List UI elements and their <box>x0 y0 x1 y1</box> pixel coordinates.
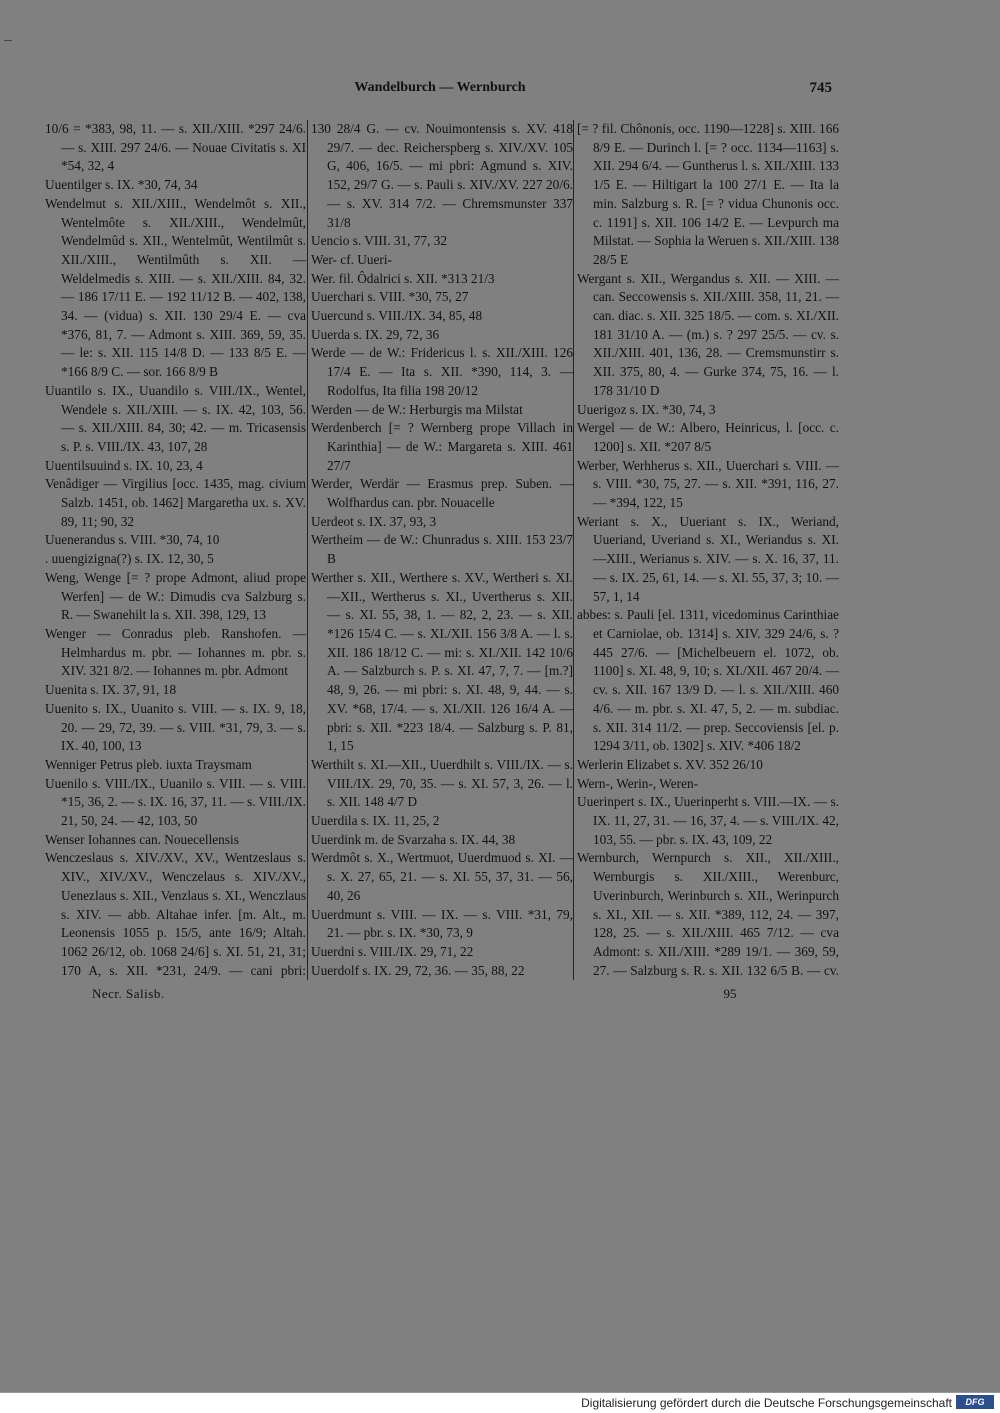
index-entry: Uuerdila s. IX. 11, 25, 2 <box>311 813 440 829</box>
index-entry: Wer. fil. Ôdalrici s. XII. *313 21/3 <box>311 270 495 286</box>
column-divider <box>573 120 574 980</box>
index-entry: Werde — de W.: Fridericus l. s. XII./XIII. 126 17/4 E. — Ita s. XII. *390, 114, 3. — Rodolfus, Ita filia 198 20/12 <box>311 345 573 398</box>
footer-sheet-number: 95 <box>723 986 737 1001</box>
column-right <box>577 120 839 980</box>
index-entry: Uuentilsuuind s. IX. 10, 23, 4 <box>45 457 203 473</box>
footer-signature: Necr. Salisb. <box>92 986 165 1001</box>
index-entry: . uuengizigna(?) s. IX. 12, 30, 5 <box>45 551 214 567</box>
dfg-logo: DFG <box>956 1395 994 1409</box>
index-entry: Wenniger Petrus pleb. iuxta Traysmam <box>45 756 252 772</box>
column-divider <box>307 120 308 980</box>
index-entry: Uuerinpert s. IX., Uuerinperht s. VIII.—IX. — s. IX. 11, 27, 31. — 16, 37, 4. — s. VIII./IX. 42, 103, 55. — pbr. s. IX. 43, 109, 22 <box>577 794 839 847</box>
index-entry: Werber, Werhherus s. XII., Uuerchari s. VIII. — s. VIII. *30, 75, 27. — s. XII. *391, 116, 27. — *394, 122, 15 <box>577 457 839 511</box>
index-entry: Wendelmut s. XII./XIII., Wendelmôt s. XII., Wentelmôte s. XII./XIII., Wendelmût, Wendelmûd s. XII., Wentelmût, Wentilmût s. XII./XIII., Wentilmûth s. XII. — Weldelmedis s. XIII. — s. XII./XIII. 84, 32. — 186 17/11 E. — 192 11/12 B. — 402, 138, 34. — (vidua) s. XII. 130 29/4 E. — cva *376, 81, 7. — Admont s. XIII. 369, 59, 35. — le: s. XII. 115 14/8 D. — 133 8/5 E. — *166 8/9 C. — sor. 166 8/9 B <box>45 195 306 380</box>
index-entry: Wergant s. XII., Wergandus s. XII. — XIII. — can. Seccowensis s. XII./XIII. 358, 11, 21. — can. diac. s. XII. 325 18/5. — com. s. XI./XII. 181 31/10 A. — (m.) s. ? 297 25/5. — cv. s. XII./XIII. 401, 136, 28. — Cremsmunstirr s. XII. 375, 80, 4. — Gurke 374, 75, 16. — l. 178 31/10 D <box>577 270 839 398</box>
text-columns <box>45 120 839 980</box>
page-number: 745 <box>809 80 832 96</box>
index-entry: Venâdiger — Virgilius [occ. 1435, mag. civium Salzb. 1451, ob. 1462] Margaretha ux. s. XV. 89, 11; 90, 32 <box>45 476 306 529</box>
corner-mark <box>4 40 12 41</box>
index-entry: Werthilt s. XI.—XII., Uuerdhilt s. VIII./IX. — s. VIII./IX. 29, 70, 35. — s. XI. 57, 3, 26. — l. s. XII. 148 4/7 D <box>311 756 573 810</box>
index-entry: Weriant s. X., Uueriant s. IX., Weriand, Uueriand, Uveriand s. XI., Weriandus s. XI.—XIII., Werianus s. XIV. — s. X. 16, 37, 11. — s. IX. 25, 61, 14. — s. XI. 55, 37, 3; 10. — 57, 1, 14 <box>577 513 839 604</box>
index-entry: Uuerdink m. de Svarzaha s. IX. 44, 38 <box>311 831 516 847</box>
index-entry: Uuerdmunt s. VIII. — IX. — s. VIII. *31, 79, 21. — pbr. s. IX. *30, 73, 9 <box>311 906 573 941</box>
page-footer <box>0 986 1000 1006</box>
index-entry: Werlerin Elizabet s. XV. 352 26/10 <box>577 756 763 772</box>
index-entry: Werder, Werdär — Erasmus prep. Suben. — Wolfhardus can. pbr. Nouacelle <box>311 476 573 511</box>
index-entry: Uuantilo s. IX., Uuandilo s. VIII./IX., Wentel, Wendele s. XII./XIII. — s. IX. 42, 103, 56. — s. XII./XIII. 84, 30; 42. — m. Tricasensis s. P. s. VIII./IX. 43, 107, 28 <box>45 382 306 454</box>
running-title: Wandelburch — Wernburch <box>354 80 526 95</box>
index-entry: [= ? fil. Chônonis, occ. 1190—1228] s. XIII. 166 8/9 E. — Durinch l. [= ? occ. 1134—1163] s. XII. 294 6/4. — Guntherus l. s. XII./XIII. 133 1/5 E. — Hiltigart la 100 27/1 E. — Ita la min. Salzburg s. R. [= ? vidua Chunonis occ. c. 1191] s. XII. 106 14/2 E. — Levpurch ma Milstat. — Sophia la Weruen s. XII./XIII. 138 28/5 E <box>577 121 839 267</box>
index-entry: Uuenito s. IX., Uuanito s. VIII. — s. IX. 9, 18, 20. — 29, 72, 39. — s. VIII. *31, 79, 3. — s. IX. 40, 100, 13 <box>45 700 306 754</box>
index-entry: Uuercund s. VIII./IX. 34, 85, 48 <box>311 308 483 324</box>
index-entry: Uuenita s. IX. 37, 91, 18 <box>45 682 177 698</box>
index-entry: Wergel — de W.: Albero, Heinricus, l. [occ. c. 1200] s. XII. *207 8/5 <box>577 420 839 454</box>
index-entry: Werdmôt s. X., Wertmuot, Uuerdmuod s. XI. — s. X. 27, 65, 21. — s. XI. 55, 37, 31. — 56, 40, 26 <box>311 850 573 903</box>
index-entry: Uuenerandus s. VIII. *30, 74, 10 <box>45 532 220 548</box>
index-entry: Wer- cf. Uueri- <box>311 251 392 267</box>
index-entry: Uuerigoz s. IX. *30, 74, 3 <box>577 401 716 417</box>
index-entry: 10/6 = *383, 98, 11. — s. XII./XIII. *297 24/6. — s. XIII. 297 24/6. — Nouae Civitatis s. XI *54, 32, 4 <box>45 121 306 174</box>
column-middle <box>311 120 573 980</box>
index-entry: Werdenberch [= ? Wernberg prope Villach in Karinthia] — de W.: Margareta s. XIII. 461 27/7 <box>311 420 573 473</box>
index-entry: Uuenilo s. VIII./IX., Uuanilo s. VIII. — s. VIII. *15, 36, 2. — s. IX. 16, 37, 11. — s. VIII./IX. 21, 50, 24. — 42, 103, 50 <box>45 775 306 829</box>
index-entry: Wenser Iohannes can. Nouecellensis <box>45 831 239 847</box>
index-entry: Uencio s. VIII. 31, 77, 32 <box>311 233 448 249</box>
index-entry: Werden — de W.: Herburgis ma Milstat <box>311 401 523 417</box>
index-entry: 130 28/4 G. — cv. Nouimontensis s. XV. 418 29/7. — dec. Reicherspberg s. XIV./XV. 105 G, 406, 16/5. — mi pbri: Agmund s. XIV. 152, 29/7 G. — s. Pauli s. XIV./XV. 227 20/6. — s. XV. 314 7/2. — Chremsmunster 337 31/8 <box>311 121 573 230</box>
index-entry: Wern-, Werin-, Weren- <box>577 775 699 791</box>
index-entry: Wertheim — de W.: Chunradus s. XIII. 153 23/7 B <box>311 532 573 567</box>
column-left <box>45 120 306 980</box>
index-entry: Uuentilger s. IX. *30, 74, 34 <box>45 177 198 193</box>
index-entry: Uerdeot s. IX. 37, 93, 3 <box>311 513 437 529</box>
index-entry: Uuerdni s. VIII./IX. 29, 71, 22 <box>311 943 474 959</box>
index-entry: Wernburch, Wernpurch s. XII., XII./XIII., Wernburgis s. XII./XIII., Werenburc, Uverinburch, Werinburch s. XII., Werinpurch s. XI., XII. — s. XII. *389, 112, 24. — 397, 128, 25. — s. XII./XIII. 465 7/12. — cva Admont: s. XII./XIII. *289 19/1. — 369, 59, 27. — Salzburg s. R. s. XII. 132 6/5 B. — cv. <box>577 850 839 978</box>
index-entry: Uuerdolf s. IX. 29, 72, 36. — 35, 88, 22 <box>311 962 525 978</box>
index-entry: Wenczeslaus s. XIV./XV., XV., Wentzeslaus s. XIV., XIV./XV., Wenczelaus s. XIV./XV., Uenezlaus s. XII., Venzlaus s. XI., Wenczlaus s. XIV. — abb. Altahae infer. [m. Alt., m. Leonensis 1055 p. 15/5, ante 16/9; Altah. 1062 26/12, ob. 1068 24/6] s. XI. 51, 21, 31; 170 A, s. XII. *231, 24/9. — cani pbri: <box>45 850 306 978</box>
credit-bar <box>0 1392 1000 1413</box>
index-entry: Weng, Wenge [= ? prope Admont, aliud prope Werfen] — de W.: Dimudis cva Salzburg s. R. — Swanehilt la s. XII. 398, 129, 13 <box>45 569 306 623</box>
index-entry: Wenger — Conradus pleb. Ranshofen. — Helmhardus m. pbr. — Iohannes m. pbr. s. XIV. 321 8/2. — Iohannes m. pbr. Admont <box>45 625 306 679</box>
index-entry: Uuerchari s. VIII. *30, 75, 27 <box>311 289 469 305</box>
page-header <box>0 80 1000 102</box>
index-entry: abbes: s. Pauli [el. 1311, vicedominus Carinthiae et Carniolae, ob. 1314] s. XIV. 329 24/6, s. ? 445 27/6. — [Michelbeuern el. 1072, ob. 1100] s. XI. 48, 9, 10; s. XI./XII. 467 20/4. — cv. s. XII. 167 13/9 D. — l. s. XII./XIII. 460 4/6. — m. pbr. s. XI. 47, 5, 2. — m. subdiac. s. XII. 314 11/2. — prep. Seccoviensis [el. p. 1294 3/11, ob. 1302] s. XIV. *406 18/2 <box>577 607 839 754</box>
index-entry: Werther s. XII., Werthere s. XV., Wertheri s. XI.—XII., Wertherus s. XI., Uvertherus s. XII. — s. XI. 55, 38, 1. — 82, 2, 23. — s. XII. *126 15/4 C. — s. XI./XII. 156 3/8 A. — l. s. XII. 186 18/12 C. — mi: s. XI./XII. 142 10/6 A. — Salzburch s. P. s. XI. 47, 7, 7. — [m.?] 48, 9, 26. — mi pbri: s. XI. 48, 9, 44. — s. XV. *68, 17/4. — s. XI./XII. 126 16/4 A. — pbri: s. XII. *223 18/4. — Salzburg s. P. 81, 1, 15 <box>311 569 573 754</box>
index-entry: Uuerda s. IX. 29, 72, 36 <box>311 326 440 342</box>
credit-text: Digitalisierung gefördert durch die Deutsche Forschungsgemeinschaft <box>581 1396 952 1410</box>
